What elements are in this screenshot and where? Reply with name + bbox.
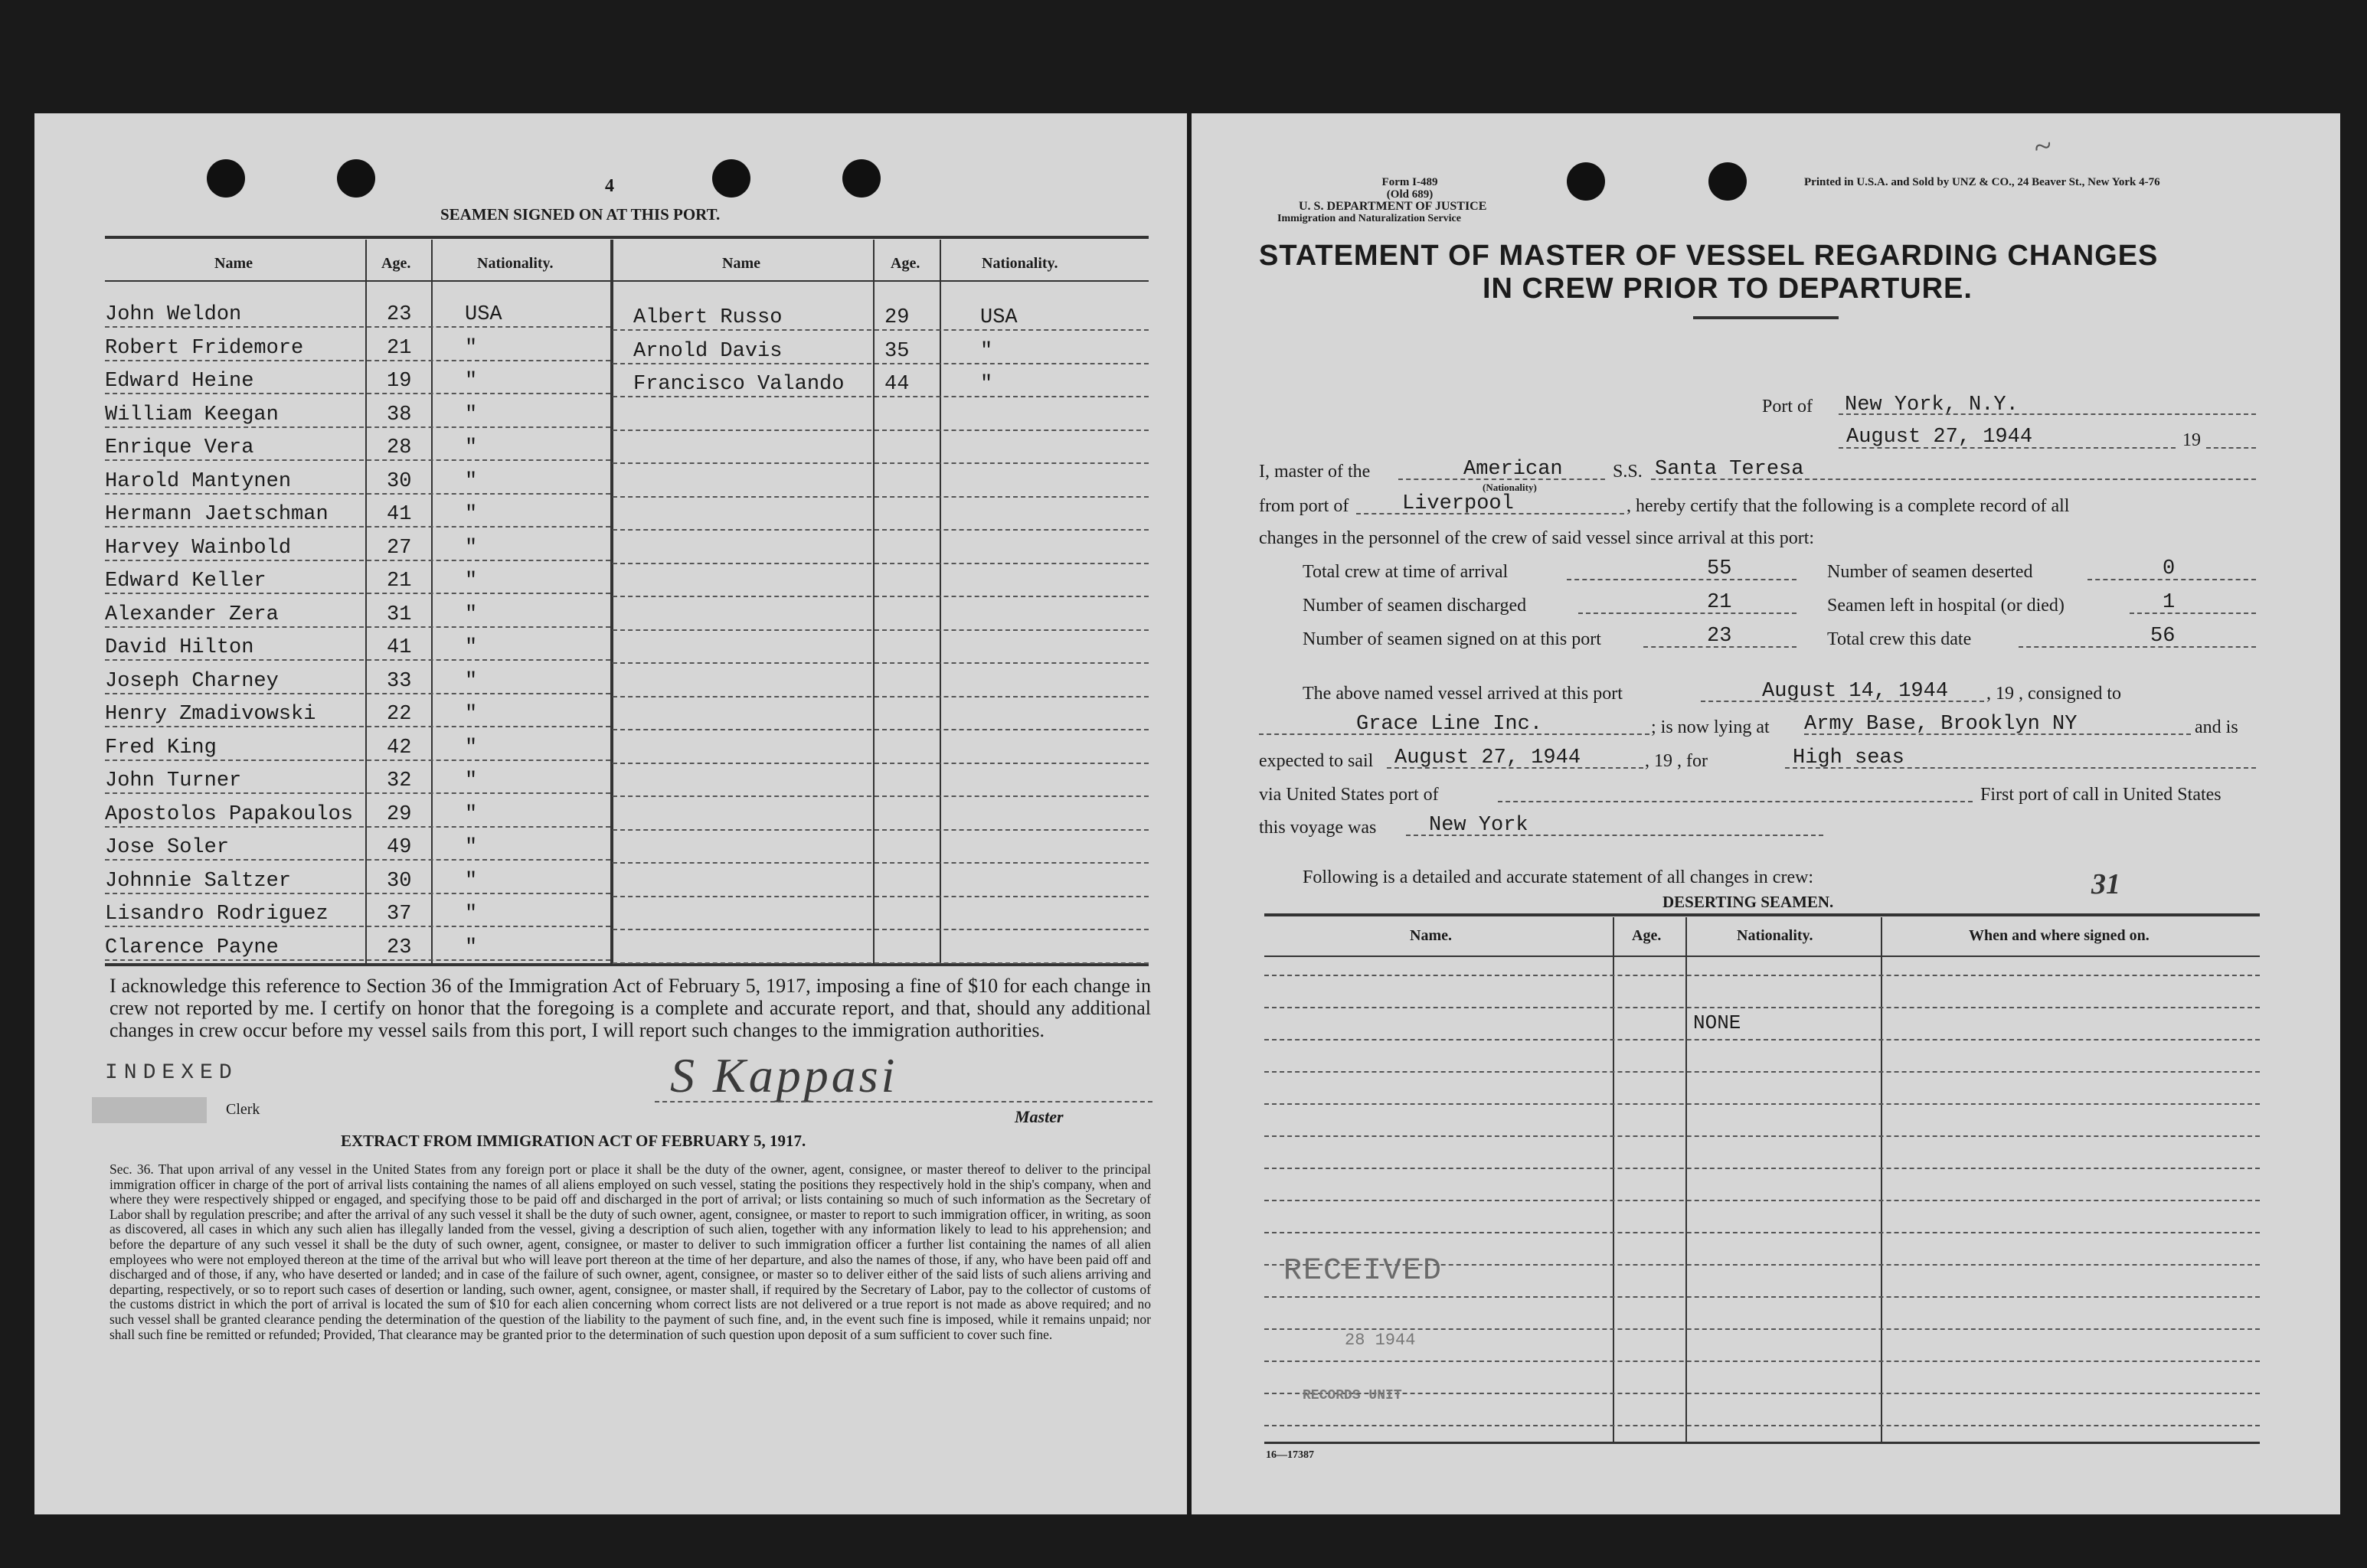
- row-rule: [613, 363, 1149, 364]
- page-number: 4: [605, 176, 614, 196]
- row-rule: [613, 696, 1149, 697]
- records-stamp: RECORDS UNIT: [1303, 1388, 1402, 1403]
- seaman-age: 21: [387, 570, 412, 593]
- row-rule: [613, 596, 1149, 597]
- seaman-nationality: ": [465, 436, 478, 459]
- table-rule: [1264, 956, 2260, 957]
- row-rule: [613, 896, 1149, 897]
- lying-value: Army Base, Brooklyn NY: [1804, 713, 2078, 736]
- punch-hole: [207, 159, 245, 198]
- seaman-nationality: ": [465, 336, 478, 360]
- seaman-age: 29: [884, 306, 910, 329]
- seaman-name: William Keegan: [105, 403, 279, 426]
- deserted-value: 0: [2163, 557, 2176, 580]
- seaman-name: Francisco Valando: [633, 373, 845, 396]
- table-divider: [610, 240, 613, 963]
- for-label: , 19 , for: [1645, 751, 1708, 771]
- punch-hole: [1708, 162, 1747, 201]
- row-rule: [613, 329, 1149, 331]
- signed-on-value: 23: [1707, 625, 1732, 648]
- total-crew-arrival-value: 55: [1707, 557, 1732, 580]
- punch-hole: [712, 159, 750, 198]
- seaman-age: 37: [387, 903, 412, 926]
- row-rule: [613, 529, 1149, 531]
- hospital-value: 1: [2163, 591, 2176, 614]
- seaman-age: 35: [884, 339, 910, 363]
- table-row: [1264, 1039, 2260, 1040]
- seaman-nationality: ": [465, 669, 478, 693]
- seaman-nationality: ": [465, 903, 478, 926]
- table-divider: [365, 240, 367, 963]
- seaman-name: Harvey Wainbold: [105, 536, 292, 560]
- seaman-nationality: ": [465, 469, 478, 493]
- fill-line: [1651, 479, 2256, 480]
- ss-label: S.S.: [1613, 462, 1643, 482]
- seaman-nationality: ": [465, 536, 478, 560]
- form-code: 16—17387: [1266, 1449, 1314, 1461]
- row-rule: [105, 859, 610, 861]
- row-rule: [613, 962, 1149, 964]
- arrived-suffix: , 19 , consigned to: [1986, 684, 2121, 704]
- fill-line: [1578, 612, 1797, 614]
- fill-line: [1839, 413, 2256, 415]
- signed-on-label: Number of seamen signed on at this port: [1303, 629, 1601, 649]
- row-rule: [613, 729, 1149, 730]
- nationality-caption: (Nationality): [1483, 482, 1537, 493]
- seaman-name: Johnnie Saltzer: [105, 869, 292, 893]
- table-divider: [873, 240, 875, 963]
- seaman-name: Hermann Jaetschman: [105, 503, 329, 526]
- extract-title: EXTRACT FROM IMMIGRATION ACT OF FEBRUARY 5, 1917.: [341, 1132, 806, 1150]
- table-rule: [105, 236, 1149, 239]
- vessel-value: Santa Teresa: [1655, 458, 1804, 481]
- seaman-name: Alexander Zera: [105, 603, 279, 626]
- nationality-value: American: [1463, 458, 1563, 481]
- master-label: Master: [1015, 1107, 1064, 1126]
- col-header-age: Age.: [381, 255, 411, 272]
- expected-label: expected to sail: [1259, 751, 1374, 771]
- punch-hole: [337, 159, 375, 198]
- fill-line: [1398, 479, 1605, 480]
- date-value: August 27, 1944: [1846, 426, 2033, 449]
- department: U. S. DEPARTMENT OF JUSTICE: [1299, 200, 1487, 213]
- seaman-nationality: USA: [980, 306, 1018, 329]
- extract-text: Sec. 36. That upon arrival of any vessel in the United States from any foreign port or place it shall be the duty of the owner, agent, consignee, or master thereof to deliver to the principal immigration officer in charge of the port of arrival lists containing the names of all aliens employed on such vessel, stating the positions they respectively hold in the ship's company, when and where they were respectively shipped or engaged, and specifying those to be paid off and discharged in the port of arrival; or lists containing so much of such information as the Secretary of Labor shall by regulation prescribe; and after the arrival of any such vessel it shall be the duty of such owner, agent, consignee, or master to report to such immigration officer, in writing, as soon as discovered, all cases in which any such alien has illegally landed from the vessel, giving a description of such alien, together with any information likely to lead to his apprehension; and before the departure of any such vessel it shall be the duty of such owner, agent, consignee, or master to deliver to such immigration officer a further list containing the names of all alien employees who were not employed thereon at the time of the arrival but who will leave port thereon at the time of her departure, and also the names of those, if any, who have been paid off and discharged and of those, if any, who have deserted or landed; and in case of the failure of such owner, agent, consignee, or master so to deliver either of the said lists of such aliens arriving and departing, respectively, or so to report such cases of desertion or landing, such owner, agent, consignee, or master shall, if required by the Secretary of Labor, pay to the collector of customs of the customs district in which the port of arrival is located the sum of $10 for each alien concerning whom correct lists are not delivered or a true report is not made as above required; and no such vessel shall be granted clearance pending the determination of the question of the liability to the payment of such fine, and, in the event such fine is imposed, while it remains unpaid; nor shall such fine be remitted or refunded; Provided, That clearance may be granted prior to the determination of such question upon deposit of a sum sufficient to cover such fine.: [110, 1161, 1151, 1342]
- seaman-nationality: ": [465, 936, 478, 959]
- voyage-value: New York: [1429, 814, 1528, 837]
- table-row: [1264, 1361, 2260, 1362]
- col-header-nationality: Nationality.: [982, 255, 1058, 272]
- row-rule: [613, 862, 1149, 864]
- master-signature: S Kappasi: [670, 1048, 898, 1102]
- punch-hole: [842, 159, 881, 198]
- none-entry: NONE: [1693, 1011, 1741, 1034]
- seaman-age: 19: [387, 370, 412, 393]
- table-row: [1264, 1007, 2260, 1008]
- seaman-nationality: ": [465, 836, 478, 859]
- fill-line: [1785, 767, 2256, 769]
- seaman-name: Clarence Payne: [105, 936, 279, 959]
- row-rule: [105, 959, 610, 961]
- seaman-nationality: ": [465, 869, 478, 893]
- row-rule: [105, 360, 610, 361]
- row-rule: [105, 493, 610, 495]
- fill-line: [1259, 733, 1649, 735]
- table-divider: [1613, 917, 1614, 1442]
- certify-text: , hereby certify that the following is a complete record of all: [1626, 496, 2070, 516]
- seaman-name: Joseph Charney: [105, 669, 279, 693]
- fill-line: [1406, 835, 1823, 836]
- following-text: Following is a detailed and accurate statement of all changes in crew:: [1303, 867, 1814, 887]
- section-title: SEAMEN SIGNED ON AT THIS PORT.: [440, 205, 721, 224]
- seaman-name: Apostolos Papakoulos: [105, 802, 354, 826]
- fill-line: [1839, 447, 2176, 449]
- seaman-age: 32: [387, 769, 412, 792]
- seaman-age: 21: [387, 336, 412, 360]
- table-divider: [940, 240, 941, 963]
- fill-line: [2130, 612, 2256, 614]
- first-port-label: First port of call in United States: [1980, 785, 2222, 805]
- row-rule: [613, 563, 1149, 564]
- table-row: [1264, 1168, 2260, 1169]
- from-port-value: Liverpool: [1402, 492, 1514, 515]
- seaman-name: Enrique Vera: [105, 436, 254, 459]
- fill-line: [2019, 646, 2256, 648]
- punch-hole: [1567, 162, 1605, 201]
- table-divider: [431, 240, 433, 963]
- seaman-name: Albert Russo: [633, 306, 783, 329]
- seaman-age: 41: [387, 636, 412, 659]
- received-stamp: RECEIVED: [1283, 1254, 1443, 1289]
- clerk-stamp: Clerk: [226, 1101, 260, 1118]
- deserting-title: DESERTING SEAMEN.: [1662, 893, 1834, 911]
- master-of-the-label: I, master of the: [1259, 462, 1371, 482]
- seaman-nationality: ": [465, 736, 478, 760]
- col-header-age: Age.: [891, 255, 920, 272]
- seaman-age: 27: [387, 536, 412, 560]
- col-header-name: Name: [214, 255, 253, 272]
- seaman-name: John Weldon: [105, 303, 242, 326]
- seaman-nationality: ": [465, 570, 478, 593]
- lying-label: ; is now lying at: [1651, 717, 1770, 737]
- arrived-label: The above named vessel arrived at this port: [1303, 684, 1623, 704]
- table-rule: [105, 280, 1149, 282]
- seaman-age: 23: [387, 303, 412, 326]
- acknowledgement-text: I acknowledge this reference to Section 36 of the Immigration Act of February 5, 1917, imposing a fine of $10 for each change in crew not reported by me. I certify on honor that the foregoing is a complete and accurate report, and that, should any additional changes in crew occur before my vessel sails from this port, I will report such changes to the immigration authorities.: [110, 975, 1151, 1041]
- row-rule: [105, 893, 610, 894]
- table-row: [1264, 1232, 2260, 1233]
- row-rule: [613, 430, 1149, 431]
- table-rule: [1264, 913, 2260, 916]
- for-value: High seas: [1793, 746, 1904, 769]
- seaman-name: David Hilton: [105, 636, 254, 659]
- fill-line: [2206, 447, 2256, 449]
- via-label: via United States port of: [1259, 785, 1439, 805]
- from-port-label: from port of: [1259, 496, 1349, 516]
- right-page: [1192, 113, 2340, 1514]
- indexed-stamp: INDEXED: [105, 1061, 238, 1085]
- discharged-value: 21: [1707, 591, 1732, 614]
- arrived-value: August 14, 1944: [1762, 680, 1949, 703]
- row-rule: [105, 826, 610, 828]
- table-rule: [105, 963, 1149, 966]
- row-rule: [105, 426, 610, 428]
- hospital-label: Seamen left in hospital (or died): [1827, 596, 2065, 616]
- seaman-nationality: USA: [465, 303, 502, 326]
- row-rule: [613, 462, 1149, 464]
- seaman-name: Harold Mantynen: [105, 469, 292, 493]
- seaman-name: Lisandro Rodriguez: [105, 903, 329, 926]
- year-prefix: 19: [2182, 430, 2201, 450]
- seaman-nationality: ": [465, 636, 478, 659]
- row-rule: [105, 926, 610, 927]
- form-title-line1: STATEMENT OF MASTER OF VESSEL REGARDING CHANGES: [1259, 240, 2159, 272]
- port-label: Port of: [1762, 397, 1813, 416]
- table-row: [1264, 1071, 2260, 1073]
- row-rule: [613, 629, 1149, 631]
- signature-line: [655, 1101, 1152, 1102]
- row-rule: [105, 326, 610, 328]
- table-row: [1264, 1425, 2260, 1426]
- stamp-date: 28 1944: [1345, 1331, 1416, 1350]
- row-rule: [105, 659, 610, 661]
- row-rule: [613, 829, 1149, 831]
- table-divider: [1881, 917, 1882, 1442]
- total-crew-date-value: 56: [2150, 625, 2176, 648]
- consignee-value: Grace Line Inc.: [1356, 713, 1543, 736]
- seaman-nationality: ": [465, 603, 478, 626]
- row-rule: [105, 560, 610, 561]
- col-header-nationality: Nationality.: [477, 255, 554, 272]
- row-rule: [613, 396, 1149, 397]
- table-rule: [1264, 1442, 2260, 1444]
- seaman-nationality: ": [980, 339, 993, 363]
- col-header-when-where: When and where signed on.: [1969, 927, 2150, 944]
- printer-note: Printed in U.S.A. and Sold by UNZ & CO., 24 Beaver St., New York 4-76: [1804, 176, 2160, 188]
- seaman-name: Jose Soler: [105, 836, 230, 859]
- col-header-nationality: Nationality.: [1737, 927, 1813, 944]
- stamp-smudge: [92, 1097, 207, 1123]
- fill-line: [1804, 733, 2191, 735]
- row-rule: [105, 393, 610, 394]
- left-page: [34, 113, 1187, 1514]
- row-rule: [613, 795, 1149, 797]
- expected-value: August 27, 1944: [1394, 746, 1581, 769]
- seaman-name: Edward Keller: [105, 570, 266, 593]
- table-row: [1264, 1135, 2260, 1137]
- row-rule: [613, 496, 1149, 498]
- seaman-nationality: ": [465, 503, 478, 526]
- form-number: Form I-489: [1381, 176, 1438, 188]
- seaman-nationality: ": [465, 802, 478, 826]
- seaman-age: 30: [387, 469, 412, 493]
- seaman-name: Edward Heine: [105, 370, 254, 393]
- table-row: [1264, 1103, 2260, 1105]
- seaman-age: 42: [387, 736, 412, 760]
- col-header-name: Name.: [1410, 927, 1452, 944]
- row-rule: [105, 593, 610, 594]
- row-rule: [613, 662, 1149, 664]
- title-underline: [1693, 316, 1839, 319]
- port-value: New York, N.Y.: [1845, 394, 2019, 416]
- voyage-label: this voyage was: [1259, 818, 1377, 838]
- seaman-nationality: ": [980, 373, 993, 396]
- form-old: (Old 689): [1386, 188, 1434, 201]
- row-rule: [613, 929, 1149, 930]
- col-header-name: Name: [722, 255, 760, 272]
- seaman-age: 38: [387, 403, 412, 426]
- col-header-age: Age.: [1632, 927, 1662, 944]
- seaman-nationality: ": [465, 403, 478, 426]
- handwritten-note: ~: [2030, 128, 2055, 166]
- row-rule: [105, 760, 610, 761]
- seaman-age: 30: [387, 869, 412, 893]
- row-rule: [105, 459, 610, 461]
- table-row: [1264, 1393, 2260, 1394]
- fill-line: [1387, 767, 1643, 769]
- seaman-nationality: ": [465, 370, 478, 393]
- seaman-age: 49: [387, 836, 412, 859]
- deserted-label: Number of seamen deserted: [1827, 562, 2033, 582]
- seaman-nationality: ": [465, 769, 478, 792]
- row-rule: [105, 792, 610, 794]
- seaman-name: Robert Fridemore: [105, 336, 304, 360]
- row-rule: [105, 626, 610, 628]
- fill-line: [1498, 801, 1973, 802]
- seaman-age: 33: [387, 669, 412, 693]
- seaman-name: Arnold Davis: [633, 339, 783, 363]
- total-crew-arrival-label: Total crew at time of arrival: [1303, 562, 1509, 582]
- row-rule: [105, 693, 610, 694]
- row-rule: [613, 763, 1149, 764]
- seaman-age: 31: [387, 603, 412, 626]
- fill-line: [1567, 579, 1797, 580]
- fill-line: [1356, 513, 1624, 514]
- total-crew-date-label: Total crew this date: [1827, 629, 1972, 649]
- seaman-name: John Turner: [105, 769, 242, 792]
- changes-text: changes in the personnel of the crew of said vessel since arrival at this port:: [1259, 528, 1815, 548]
- form-title-line2: IN CREW PRIOR TO DEPARTURE.: [1483, 273, 1973, 305]
- seaman-age: 29: [387, 802, 412, 826]
- table-row: [1264, 1328, 2260, 1330]
- seaman-age: 22: [387, 703, 412, 726]
- fill-line: [1701, 701, 1984, 702]
- seaman-name: Fred King: [105, 736, 217, 760]
- table-row: [1264, 1200, 2260, 1201]
- discharged-label: Number of seamen discharged: [1303, 596, 1527, 616]
- page-count: 31: [2091, 868, 2120, 900]
- table-divider: [1685, 917, 1687, 1442]
- row-rule: [105, 726, 610, 727]
- seaman-nationality: ": [465, 703, 478, 726]
- seaman-age: 23: [387, 936, 412, 959]
- row-rule: [105, 526, 610, 528]
- table-row: [1264, 1296, 2260, 1298]
- and-is-label: and is: [2195, 717, 2238, 737]
- seaman-name: Henry Zmadivowski: [105, 703, 316, 726]
- seaman-age: 41: [387, 503, 412, 526]
- seaman-age: 44: [884, 373, 910, 396]
- seaman-age: 28: [387, 436, 412, 459]
- service: Immigration and Naturalization Service: [1277, 213, 1461, 224]
- table-row: [1264, 975, 2260, 976]
